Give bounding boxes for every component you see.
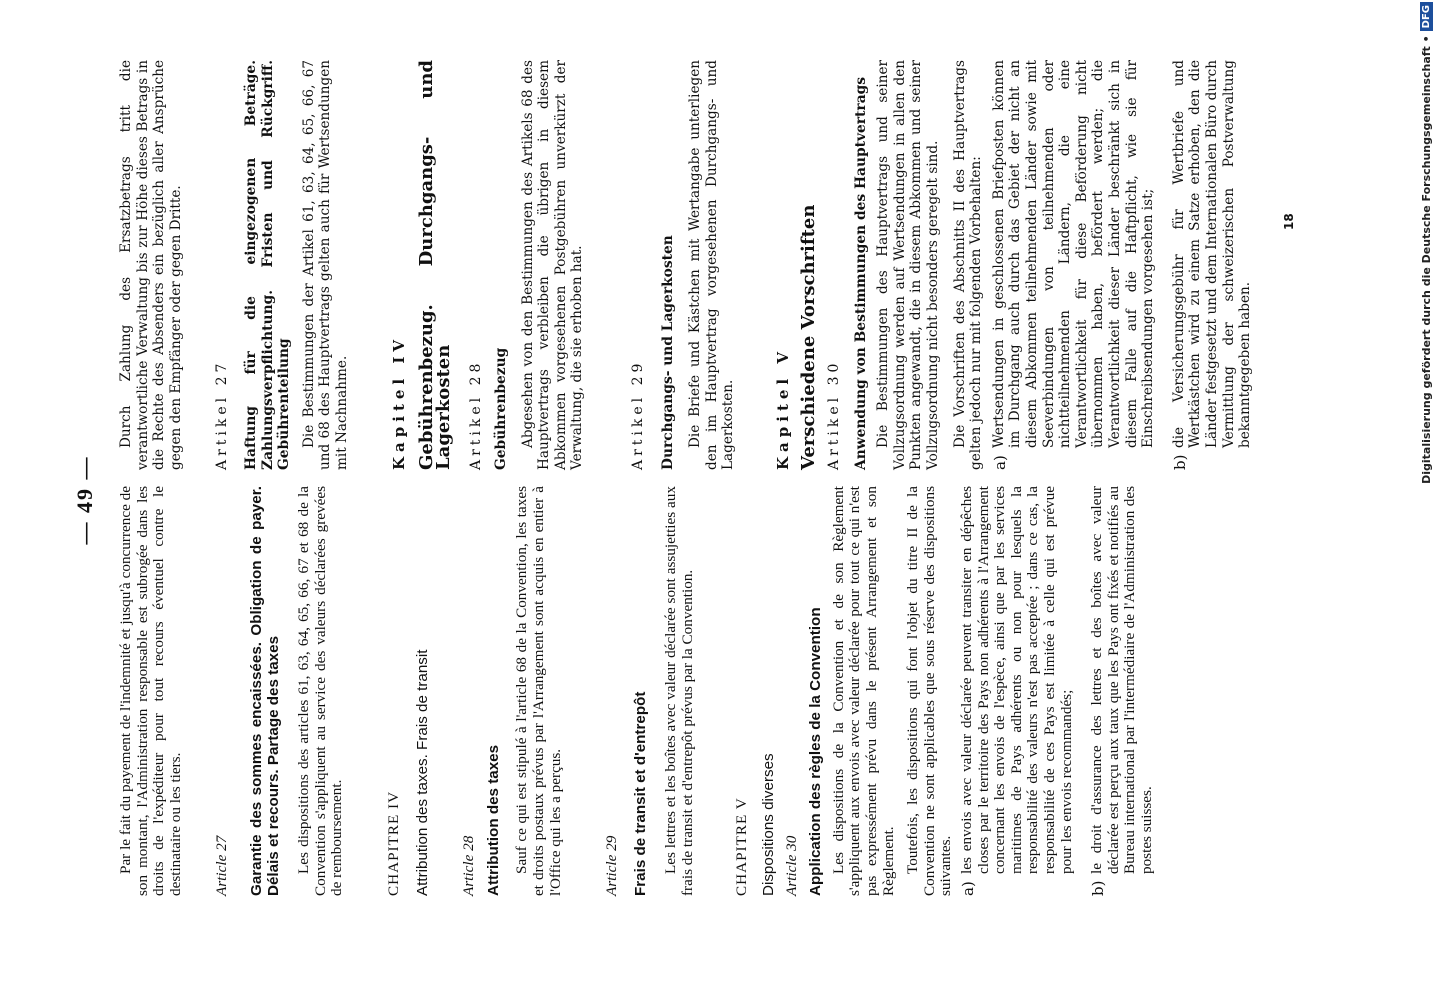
fr-article-28-text: Sauf ce qui est stipulé à l'article 68 de la Convention, les taxes et droits postaux prévus par l'Arrangement sont acquis en entier à l'Office qui les a perçus. (513, 486, 564, 896)
fr-article-29-heading: Article 29 (603, 835, 621, 896)
de-article-28-heading: Artikel 28 (468, 359, 485, 470)
de-item-b-label: b) (1170, 454, 1189, 470)
fr-article-30-title: Application des règles de la Convention (807, 607, 825, 896)
de-item-b (1171, 60, 1254, 470)
de-article-27-title: Haftung für die eingezogenen Beträge. Zahlungsverpflichtung. Fristen und Rückgriff. Gebührenteilung (242, 60, 293, 470)
fr-chapter-5-title: Dispositions diverses (760, 753, 778, 896)
fr-article-27-heading: Article 27 (213, 835, 231, 896)
de-article-29-title: Durchgangs- und Lagerkosten (660, 235, 677, 470)
de-item-a-label: a) (990, 455, 1009, 470)
fr-item-a-text: les envois avec valeur déclarée peuvent transiter en dépêches closes par le territoire des Pays non adhérents à l'Arrangement concernant les envois de l'espèce, ainsi que par les services maritimes de Pays adhérents ou non pour lesquels la responsabilité des valeurs n'est pas acceptée ; dans ce cas, la responsabilité de ces Pays est limitée à celle qui est prévue pour les envois recommandés; (958, 486, 1075, 874)
fr-item-a-label: a) (959, 881, 977, 896)
fr-article-29-text: Les lettres et les boîtes avec valeur déclarée sont assujetties aux frais de transit et d'entrepôt prévus par la Convention. (662, 486, 696, 896)
page-number: — 49 — (72, 455, 97, 545)
german-column (118, 60, 1254, 470)
de-article-30-text-1: Die Bestimmungen des Hauptvertrags und seiner Vollzugsordnung werden auf Wertsendungen in allen den Punkten angewandt, die in diesem Abkommen und seiner Vollzugsordnung nicht besonders geregelt sind. (875, 60, 941, 470)
de-item-a-text: Wertsendungen in geschlossenen Briefposten können im Durchgang auch durch das Gebiet der nicht an diesem Abkommen teilnehmenden Länder sowie mit Seeverbindungen von teilnehmenden oder nichtteilnehmenden Ländern, die eine Verantwortlichkeit für diese Beförderung nicht übernommen haben, befördert werden; die Verantwortlichkeit dieser Länder beschränkt sich in diesem Falle auf die Haftpflicht, wie sie für Einschreibsendungen vorgesehen ist; (990, 60, 1157, 448)
de-article-29-heading: Artikel 29 (629, 359, 646, 470)
credit-text: Digitalisierung gefördert durch die Deutsche Forschungsgemeinschaft • (1419, 35, 1433, 484)
dfg-logo: DFG (1420, 2, 1433, 31)
de-article-30-title: Anwendung von Bestimmungen des Hauptvertrags (852, 76, 869, 470)
fr-item-b (1089, 486, 1155, 896)
page-header (72, 0, 112, 1000)
de-article-29-text: Die Briefe und Kästchen mit Wertangabe unterliegen den im Hauptvertrag vorgesehenen Durchgangs- und Lagerkosten. (687, 60, 737, 470)
de-chapter-4-title: Gebührenbezug. Durchgangs- und Lagerkosten (416, 60, 454, 470)
de-chapter-5-heading: Kapitel V (773, 347, 792, 470)
fr-article-30-text-1: Les dispositions de la Convention et de son Règlement s'appliquent aux envois avec valeur déclarée pour tout ce qui n'est pas expressément prévu dans le présent Arrangement et son Règlement. (829, 486, 897, 896)
de-item-a (991, 60, 1157, 470)
fr-article-29-title: Frais de transit et d'entrepôt (631, 691, 649, 896)
fr-article-27-title: Garantie des sommes encaissées. Obligation de payer. Délais et recours. Partage des taxes (247, 486, 282, 896)
fr-article-28-title: Attribution des taxes (484, 744, 502, 896)
fr-intro-paragraph: Par le fait du payement de l'indemnité et jusqu'à concurrence de son montant, l'Administration responsable est subrogée dans les droits de l'expéditeur pour tout recours éventuel contre le destinataire ou les tiers. (117, 486, 184, 896)
de-article-28-title: Gebührenbezug (492, 347, 509, 470)
de-chapter-5-title: Verschiedene Vorschriften (798, 204, 820, 470)
de-article-28-text: Abgesehen von den Bestimmungen des Artikels 68 des Hauptvertrags verbleiben die übrigen in diesem Abkommen vorgesehenen Postgebühren unverkürzt der Verwaltung, die sie erhoben hat. (519, 60, 586, 470)
fr-item-b-text: le droit d'assurance des lettres et des boîtes avec valeur déclarée est perçu aux taux que les Pays ont fixés et notifiés au Bureau international par l'intermédiaire de l'Administration des postes suisses. (1088, 486, 1155, 874)
fr-article-27-text: Les dispositions des articles 61, 63, 64, 65, 66, 67 et 68 de la Convention s'appliquent au service des valeurs déclarées grevées de remboursement. (295, 486, 346, 896)
de-article-30-text-2: Die Vorschriften des Abschnitts II des Hauptvertrags gelten jedoch nur mit folgenden Vorbehalten: (951, 60, 985, 470)
fr-article-28-heading: Article 28 (460, 835, 478, 896)
de-article-30-heading: Artikel 30 (826, 359, 843, 470)
fr-article-30-heading: Article 30 (782, 835, 800, 896)
fr-article-30-text-2: Toutefois, les dispositions qui font l'objet du titre II de la Convention ne sont applicables que sous réserve des dispositions suivantes. (904, 486, 955, 896)
credit-line (1416, 0, 1434, 1000)
signature-mark: 18 (1282, 213, 1296, 230)
fr-chapter-5-heading: CHAPITRE V (733, 797, 751, 896)
de-item-b-text: die Versicherungsgebühr für Wertbriefe und Wertkästchen wird zu einem Satze erhoben, den die Länder festgesetzt und dem Internationalen Büro durch Vermittlung der schweizerischen Postverwaltung bekanntgegeben haben. (1170, 60, 1254, 448)
de-article-27-text: Die Bestimmungen der Artikel 61, 63, 64, 65, 66, 67 und 68 des Hauptvertrags gelten auch für Wertsendungen mit Nachnahme. (300, 60, 350, 470)
digitization-credit (1414, 0, 1434, 1000)
fr-item-a (959, 486, 1075, 896)
fr-item-b-label: b) (1089, 880, 1108, 896)
de-chapter-4-heading: Kapitel IV (389, 335, 408, 470)
fr-chapter-4-title: Attribution des taxes. Frais de transit (413, 649, 431, 896)
de-article-27-heading: Artikel 27 (214, 359, 231, 470)
de-intro-paragraph: Durch Zahlung des Ersatzbetrags tritt die verantwortliche Verwaltung bis zur Höhe dieses Betrags in die Rechte des Absenders ein bezüglich aller Ansprüche gegen den Empfänger oder gegen Dritte. (118, 60, 184, 470)
fr-chapter-4-heading: CHAPITRE IV (384, 790, 402, 896)
french-column (118, 486, 1156, 896)
